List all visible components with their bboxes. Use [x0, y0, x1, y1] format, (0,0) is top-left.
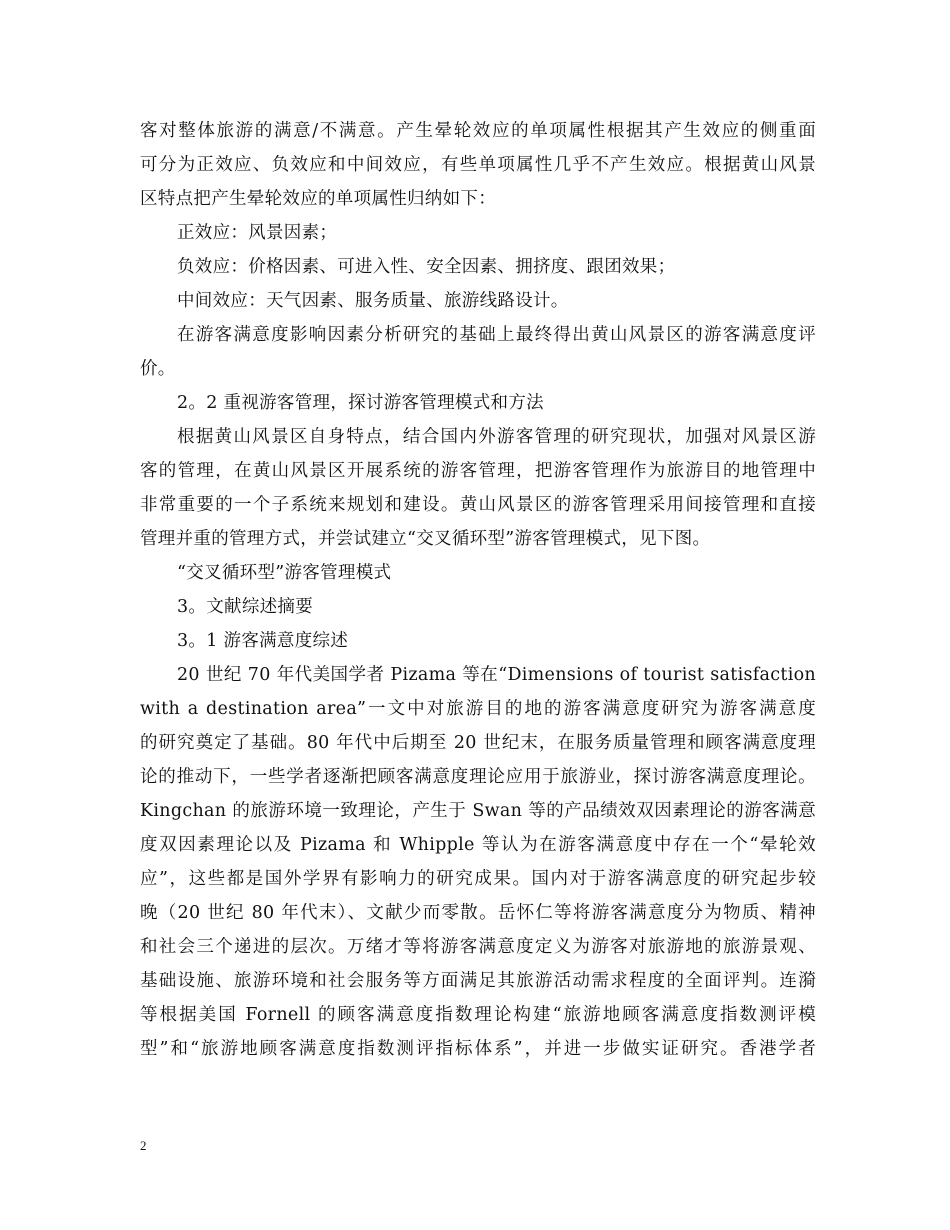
section-heading: 3。文献综述摘要 [177, 597, 314, 617]
text-line: with a destination area”一文中对旅游目的地的游客满意度研究为游客满意度 [140, 699, 816, 719]
text-line: 等根据美国 Fornell 的顾客满意度指数理论构建“旅游地顾客满意度指数测评模 [140, 1005, 816, 1025]
text-line: 负效应：价格因素、可进入性、安全因素、拥挤度、跟团效果； [177, 257, 676, 277]
page-number: 2 [140, 1138, 147, 1153]
section-heading: 2。2 重视游客管理，探讨游客管理模式和方法 [177, 393, 544, 413]
text-line: 客的管理，在黄山风景区开展系统的游客管理，把游客管理作为旅游目的地管理中 [140, 461, 816, 481]
text-line: 度双因素理论以及 Pizama 和 Whipple 等认为在游客满意度中存在一个“晕轮效 [140, 835, 816, 855]
text-line: 应”，这些都是国外学界有影响力的研究成果。国内对于游客满意度的研究起步较 [140, 869, 816, 889]
text-line: 管理并重的管理方式，并尝试建立“交叉循环型”游客管理模式，见下图。 [140, 529, 711, 549]
text-line: 基础设施、旅游环境和社会服务等方面满足其旅游活动需求程度的全面评判。连漪 [140, 971, 816, 991]
text-line: 型”和“旅游地顾客满意度指数测评指标体系”，并进一步做实证研究。香港学者 [140, 1039, 816, 1059]
text-line: Kingchan 的旅游环境一致理论，产生于 Swan 等的产品绩效双因素理论的游客满意 [140, 801, 816, 821]
text-line: 20 世纪 70 年代美国学者 Pizama 等在“Dimensions of tourist satisfaction [177, 665, 816, 685]
figure-caption: “交叉循环型”游客管理模式 [177, 563, 392, 583]
text-line: 在游客满意度影响因素分析研究的基础上最终得出黄山风景区的游客满意度评 [177, 325, 816, 345]
section-heading: 3。1 游客满意度综述 [177, 631, 349, 651]
text-line: 价。 [140, 359, 176, 379]
text-line: 的研究奠定了基础。80 年代中后期至 20 世纪末，在服务质量管理和顾客满意度理 [140, 733, 816, 753]
text-line: 可分为正效应、负效应和中间效应，有些单项属性几乎不产生效应。根据黄山风景 [140, 155, 816, 175]
text-line: 非常重要的一个子系统来规划和建设。黄山风景区的游客管理采用间接管理和直接 [140, 495, 816, 515]
text-line: 和社会三个递进的层次。万绪才等将游客满意度定义为游客对旅游地的旅游景观、 [140, 937, 816, 957]
text-line: 区特点把产生晕轮效应的单项属性归纳如下： [140, 189, 496, 209]
text-line: 客对整体旅游的满意/不满意。产生晕轮效应的单项属性根据其产生效应的侧重面 [140, 121, 816, 141]
text-line: 中间效应：天气因素、服务质量、旅游线路设计。 [177, 291, 569, 311]
body-text [140, 114, 816, 1066]
text-line: 根据黄山风景区自身特点，结合国内外游客管理的研究现状，加强对风景区游 [177, 427, 816, 447]
text-line: 论的推动下，一些学者逐渐把顾客满意度理论应用于旅游业，探讨游客满意度理论。 [140, 767, 816, 787]
text-line: 正效应：风景因素； [177, 223, 338, 243]
text-line: 晚（20 世纪 80 年代末）、文献少而零散。岳怀仁等将游客满意度分为物质、精神 [140, 903, 816, 923]
